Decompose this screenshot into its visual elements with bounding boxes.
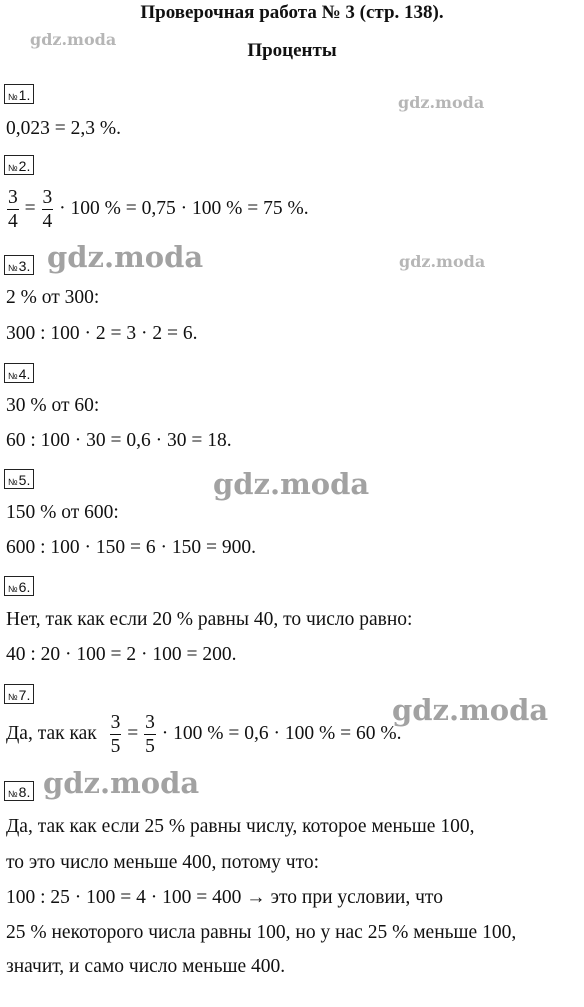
section-title: Проценты (247, 40, 337, 61)
task-number-8: №8. (4, 781, 34, 801)
watermark: gdz.moda (392, 693, 549, 727)
watermark: gdz.moda (47, 240, 204, 274)
fraction: $\frac{3}{4}$ (8, 187, 18, 232)
page-title: Проверочная работа № 3 (стр. 138). (140, 2, 444, 23)
task-6-line: Нет, так как если 20 % равны 40, то число равно: (6, 609, 413, 630)
fraction: $\frac{3}{5}$ (110, 712, 121, 757)
task-8-line: 100 : 25 · 100 = 4 · 100 = 400 → это при условии, что (6, 887, 443, 908)
task-number-3: №3. (4, 255, 34, 275)
watermark: gdz.moda (399, 252, 486, 271)
task-7-line: Да, так как $\frac{3}{5}$ = $\frac{3}{5}$ · 100 % = 0,6 · 100 % = 60 %. (6, 712, 402, 757)
task-number-4: №4. (4, 363, 34, 383)
task-8-line: то это число меньше 400, потому что: (6, 852, 320, 873)
task-1-line: 0,023 = 2,3 %. (6, 118, 121, 139)
task-8-line: значит, и само число меньше 400. (6, 956, 286, 977)
task-3-line: 2 % от 300: (6, 287, 100, 308)
task-6-line: 40 : 20 · 100 = 2 · 100 = 200. (6, 644, 237, 665)
task-8-line: 25 % некоторого числа равны 100, но у нас 25 % меньше 100, (6, 922, 517, 943)
task-number-7: №7. (4, 684, 34, 704)
watermark: gdz.moda (213, 467, 370, 501)
task-2-line: $\frac{3}{4}$ = $\frac{3}{4}$ · 100 % = 0,75 · 100 % = 75 %. (8, 187, 309, 232)
fraction: $\frac{3}{5}$ (145, 712, 155, 757)
task-number-6: №6. (4, 576, 34, 596)
watermark: gdz.moda (398, 93, 485, 112)
task-5-line: 600 : 100 · 150 = 6 · 150 = 900. (6, 537, 257, 558)
watermark: gdz.moda (30, 30, 117, 49)
task-number-5: №5. (4, 469, 34, 489)
fraction: $\frac{3}{4}$ (42, 187, 53, 232)
task-5-line: 150 % от 600: (6, 502, 119, 523)
task-number-1: №1. (4, 84, 34, 104)
task-4-line: 30 % от 60: (6, 395, 100, 416)
task-3-line: 300 : 100 · 2 = 3 · 2 = 6. (6, 323, 198, 344)
task-8-line: Да, так как если 25 % равны числу, которое меньше 100, (6, 816, 475, 837)
watermark: gdz.moda (43, 766, 200, 800)
task-4-line: 60 : 100 · 30 = 0,6 · 30 = 18. (6, 430, 232, 451)
task-number-2: №2. (4, 155, 34, 175)
